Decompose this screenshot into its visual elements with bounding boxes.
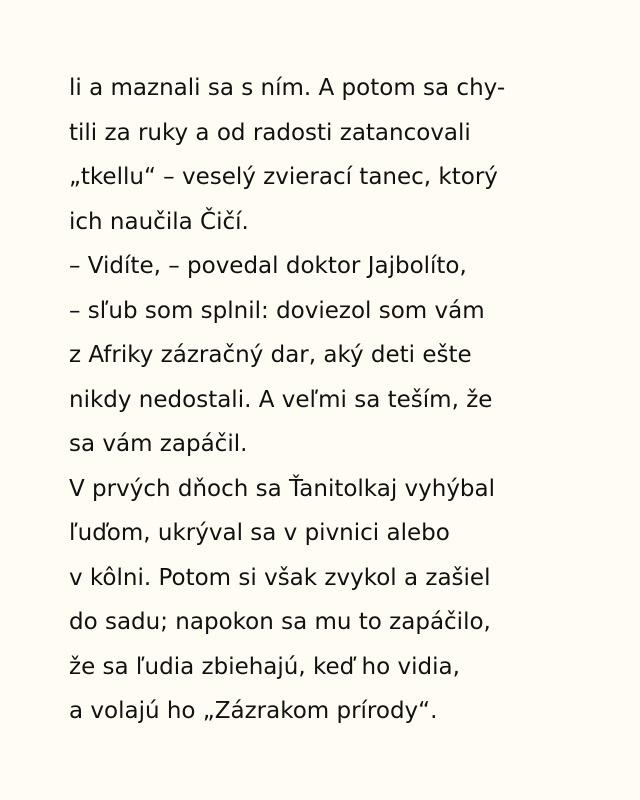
text-line: sa vám zapáčil. <box>69 431 248 457</box>
text-line: že sa ľudia zbiehajú, keď ho vidia, <box>69 653 460 680</box>
text-line: z Afriky zázračný dar, aký deti ešte <box>69 342 472 368</box>
text-line: li a maznali sa s ním. A potom sa chy- <box>69 75 506 101</box>
text-line: „tkellu“ – veselý zvierací tanec, ktorý <box>69 164 498 190</box>
text-line: – Vidíte, – povedal doktor Jajbolíto, <box>69 253 467 279</box>
text-line: nikdy nedostali. A veľmi sa teším, že <box>69 386 493 413</box>
text-line: do sadu; napokon sa mu to zapáčilo, <box>69 609 491 635</box>
text-line: v kôlni. Potom si však zvykol a zašiel <box>69 564 491 591</box>
text-line: tili za ruky a od radosti zatancovali <box>69 119 471 146</box>
text-line: a volajú ho „Zázrakom prírody“. <box>69 698 438 724</box>
text-line: ľuďom, ukrýval sa v pivnici alebo <box>69 520 450 546</box>
text-line: V prvých dňoch sa Ťanitolkaj vyhýbal <box>69 475 496 502</box>
text-line: – sľub som splnil: doviezol som vám <box>69 297 485 324</box>
story-text <box>69 66 609 734</box>
text-line: ich naučila Čičí. <box>69 208 249 235</box>
